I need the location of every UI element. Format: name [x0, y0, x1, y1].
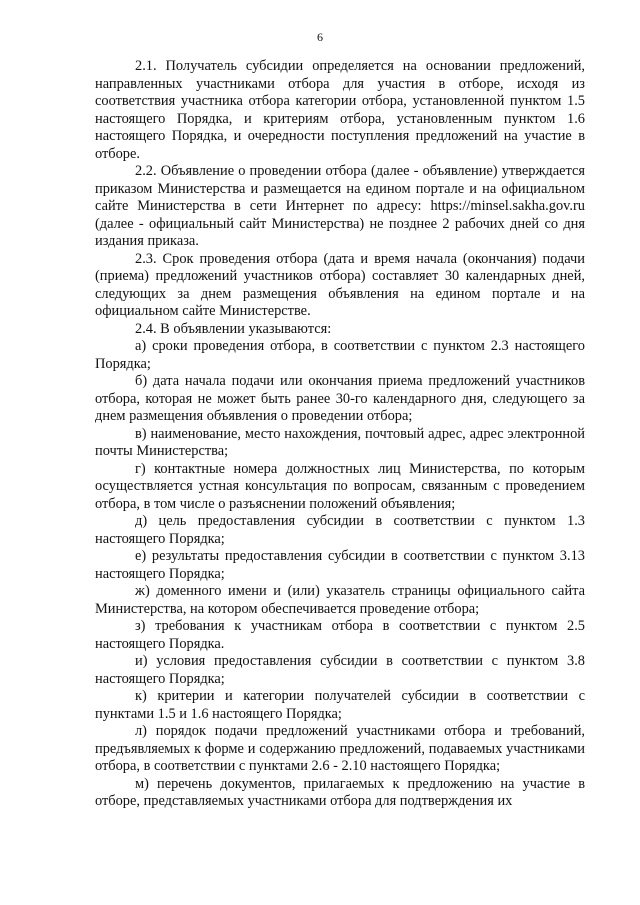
paragraph-2-4: 2.4. В объявлении указываются:: [135, 320, 332, 337]
list-item-m: м) перечень документов, прилагаемых к предложению на участие в отборе, представляемых участниками отбора для подтверждения их: [95, 775, 585, 809]
paragraph-2-3: 2.3. Срок проведения отбора (дата и время начала (окончания) подачи (приема) предложений участников отбора) составляет 30 календарных дней, следующих за днем размещения объявления на едином портале и на официальном сайте Министерстве.: [95, 250, 585, 319]
list-item-d: д) цель предоставления субсидии в соответствии с пунктом 1.3 настоящего Порядка;: [95, 513, 585, 547]
paragraph-2-1: 2.1. Получатель субсидии определяется на основании предложений, направленных участниками отбора для участия в отборе, исходя из соответствия участника отбора категории отбора, установленной пунктом 1.5 настоящего Порядка, и критериям отбора, установленным пунктом 1.6 настоящего Порядка, и очередности поступления предложений на участие в отборе.: [95, 58, 585, 162]
page-number: 6: [317, 30, 323, 44]
list-item-e: е) результаты предоставления субсидии в соответствии с пунктом 3.13 настоящего Порядка;: [95, 548, 585, 582]
list-item-v: в) наименование, место нахождения, почтовый адрес, адрес электронной почты Министерства;: [95, 425, 585, 459]
paragraph-2-2: 2.2. Объявление о проведении отбора (далее - объявление) утверждается приказом Министерства и размещается на едином портале и на официальном сайте Министерства в сети Интернет по адресу: https://minsel.sakha.gov.ru (далее - официальный сайт Министерства) не позднее 2 рабочих дней со дня издания приказа.: [95, 163, 585, 249]
list-item-i: и) условия предоставления субсидии в соответствии с пунктом 3.8 настоящего Порядка;: [95, 653, 585, 687]
list-item-zh: ж) доменного имени и (или) указатель страницы официального сайта Министерства, на котором обеспечивается проведение отбора;: [95, 583, 585, 617]
list-item-a: а) сроки проведения отбора, в соответствии с пунктом 2.3 настоящего Порядка;: [95, 338, 585, 372]
list-item-b: б) дата начала подачи или окончания приема предложений участников отбора, которая не может быть ранее 30-го календарного дня, следующего за днем размещения объявления о проведении отбора;: [95, 373, 585, 424]
list-item-k: к) критерии и категории получателей субсидии в соответствии с пунктами 1.5 и 1.6 настоящего Порядка;: [95, 688, 585, 722]
document-body: [95, 58, 585, 811]
list-item-z: з) требования к участникам отбора в соответствии с пунктом 2.5 настоящего Порядка.: [95, 618, 585, 652]
list-item-g: г) контактные номера должностных лиц Министерства, по которым осуществляется устная консультация по вопросам, связанным с проведением отбора, в том числе о разъяснении положений объявления;: [95, 460, 585, 512]
list-item-l: л) порядок подачи предложений участниками отбора и требований, предъявляемых к форме и содержанию предложений, подаваемых участниками отбора, в соответствии с пунктами 2.6 - 2.10 настоящего Порядка;: [95, 723, 585, 774]
